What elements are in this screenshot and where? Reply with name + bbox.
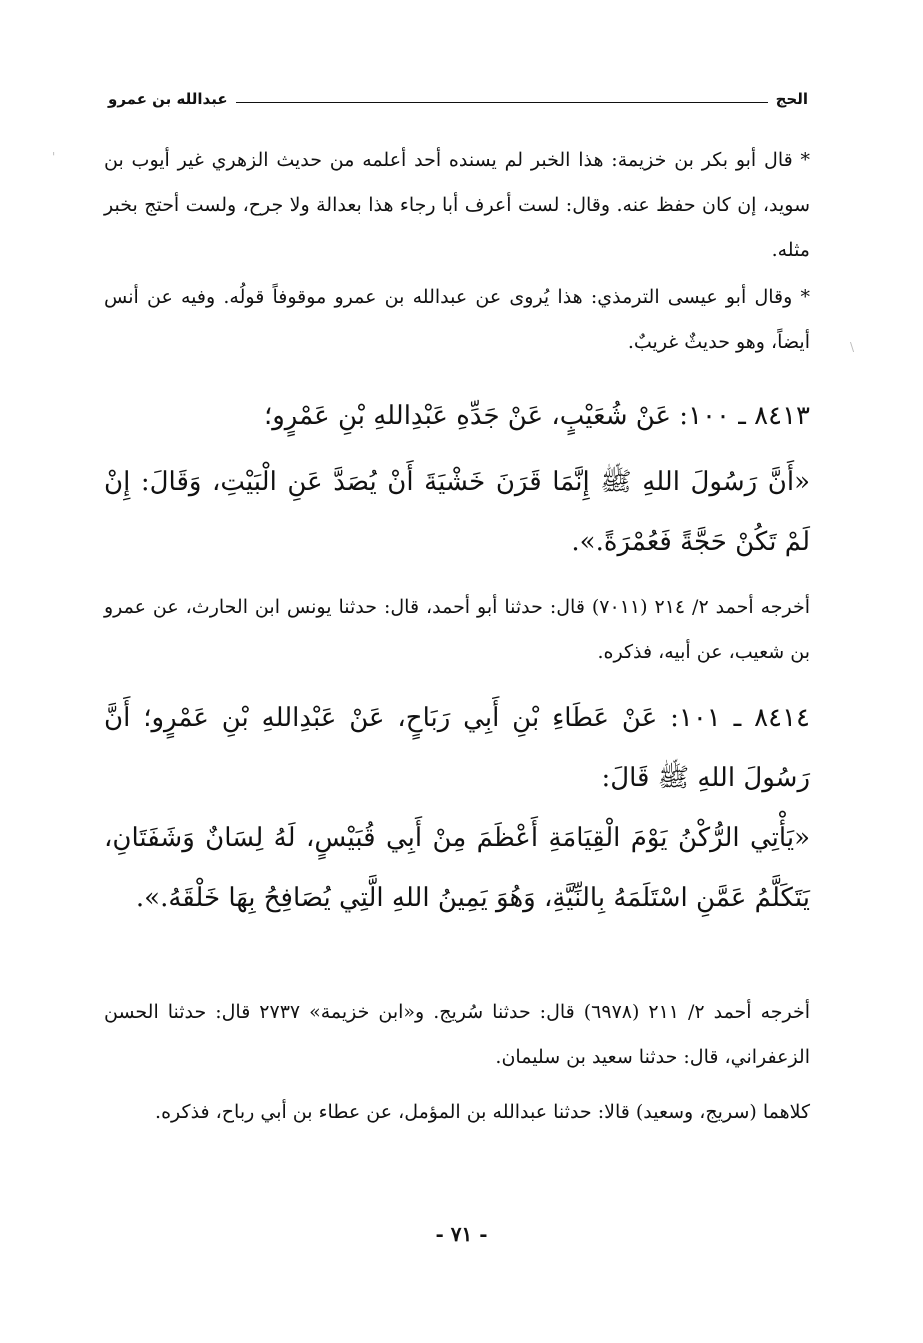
header-chapter: الحج <box>775 90 808 108</box>
hadith-isnad: ٨٤١٣ ـ ١٠٠: عَنْ شُعَيْبٍ، عَنْ جَدِّهِ عَبْدِاللهِ بْنِ عَمْرٍو؛ <box>263 401 810 431</box>
hadith-8414-matn <box>104 808 810 928</box>
header-rule <box>236 101 768 103</box>
note-paragraph: * قال أبو بكر بن خزيمة: هذا الخبر لم يسنده أحد أعلمه من حديث الزهري غير أيوب بن سويد، إن كان حفظ عنه. وقال: لست أعرف أبا رجاء هذا بعدالة ولا جرح، ولست أحتج بخبر مثله. <box>104 149 810 261</box>
takhrij-paragraph: كلاهما (سريج، وسعيد) قالا: حدثنا عبدالله بن المؤمل، عن عطاء بن أبي رباح، فذكره. <box>155 1101 810 1123</box>
hadith-8414-isnad <box>104 688 810 808</box>
note-paragraph: * وقال أبو عيسى الترمذي: هذا يُروى عن عبدالله بن عمرو موقوفاً قولُه. وفيه عن أنس أيضاً، وهو حديثٌ غريبٌ. <box>104 286 810 353</box>
running-header <box>108 88 808 110</box>
page-number: - ٧١ - <box>435 1222 488 1246</box>
note-tirmidhi <box>104 275 810 365</box>
hadith-8413-matn <box>104 452 810 572</box>
takhrij-8414-a <box>104 990 810 1080</box>
note-ibn-khuzaymah <box>104 138 810 273</box>
hadith-text: «أَنَّ رَسُولَ اللهِ ﷺ إِنَّمَا قَرَنَ خَشْيَةَ أَنْ يُصَدَّ عَنِ الْبَيْتِ، وَقَالَ: إِنْ لَمْ تَكُنْ حَجَّةً فَعُمْرَةً.». <box>104 467 810 557</box>
header-companion: عبدالله بن عمرو <box>108 90 228 108</box>
takhrij-paragraph: أخرجه أحمد ٢/ ٢١١ (٦٩٧٨) قال: حدثنا سُريج. و«ابن خزيمة» ٢٧٣٧ قال: حدثنا الحسن الزعفراني، قال: حدثنا سعيد بن سليمان. <box>104 1001 811 1068</box>
scan-speck: \ <box>850 340 855 354</box>
takhrij-8413 <box>104 585 810 675</box>
hadith-text: «يَأْتِي الرُّكْنُ يَوْمَ الْقِيَامَةِ أَعْظَمَ مِنْ أَبِي قُبَيْسٍ، لَهُ لِسَانٌ وَشَفَتَانِ، يَتَكَلَّمُ عَمَّنِ اسْتَلَمَهُ بِالنِّيَّةِ، وَهُوَ يَمِينُ اللهِ الَّتِي يُصَافِحُ بِهَا خَلْقَهُ.». <box>104 823 810 913</box>
hadith-isnad: ٨٤١٤ ـ ١٠١: عَنْ عَطَاءِ بْنِ أَبِي رَبَاحٍ، عَنْ عَبْدِاللهِ بْنِ عَمْرٍو؛ أَنَّ رَسُولَ اللهِ ﷺ قَالَ: <box>104 703 810 793</box>
scan-speck: ' <box>52 150 56 164</box>
takhrij-paragraph: أخرجه أحمد ٢/ ٢١٤ (٧٠١١) قال: حدثنا أبو أحمد، قال: حدثنا يونس ابن الحارث، عن عمرو بن شعيب، عن أبيه، فذكره. <box>104 596 811 663</box>
takhrij-8414-b <box>104 1090 810 1135</box>
hadith-8413-isnad <box>104 386 810 446</box>
